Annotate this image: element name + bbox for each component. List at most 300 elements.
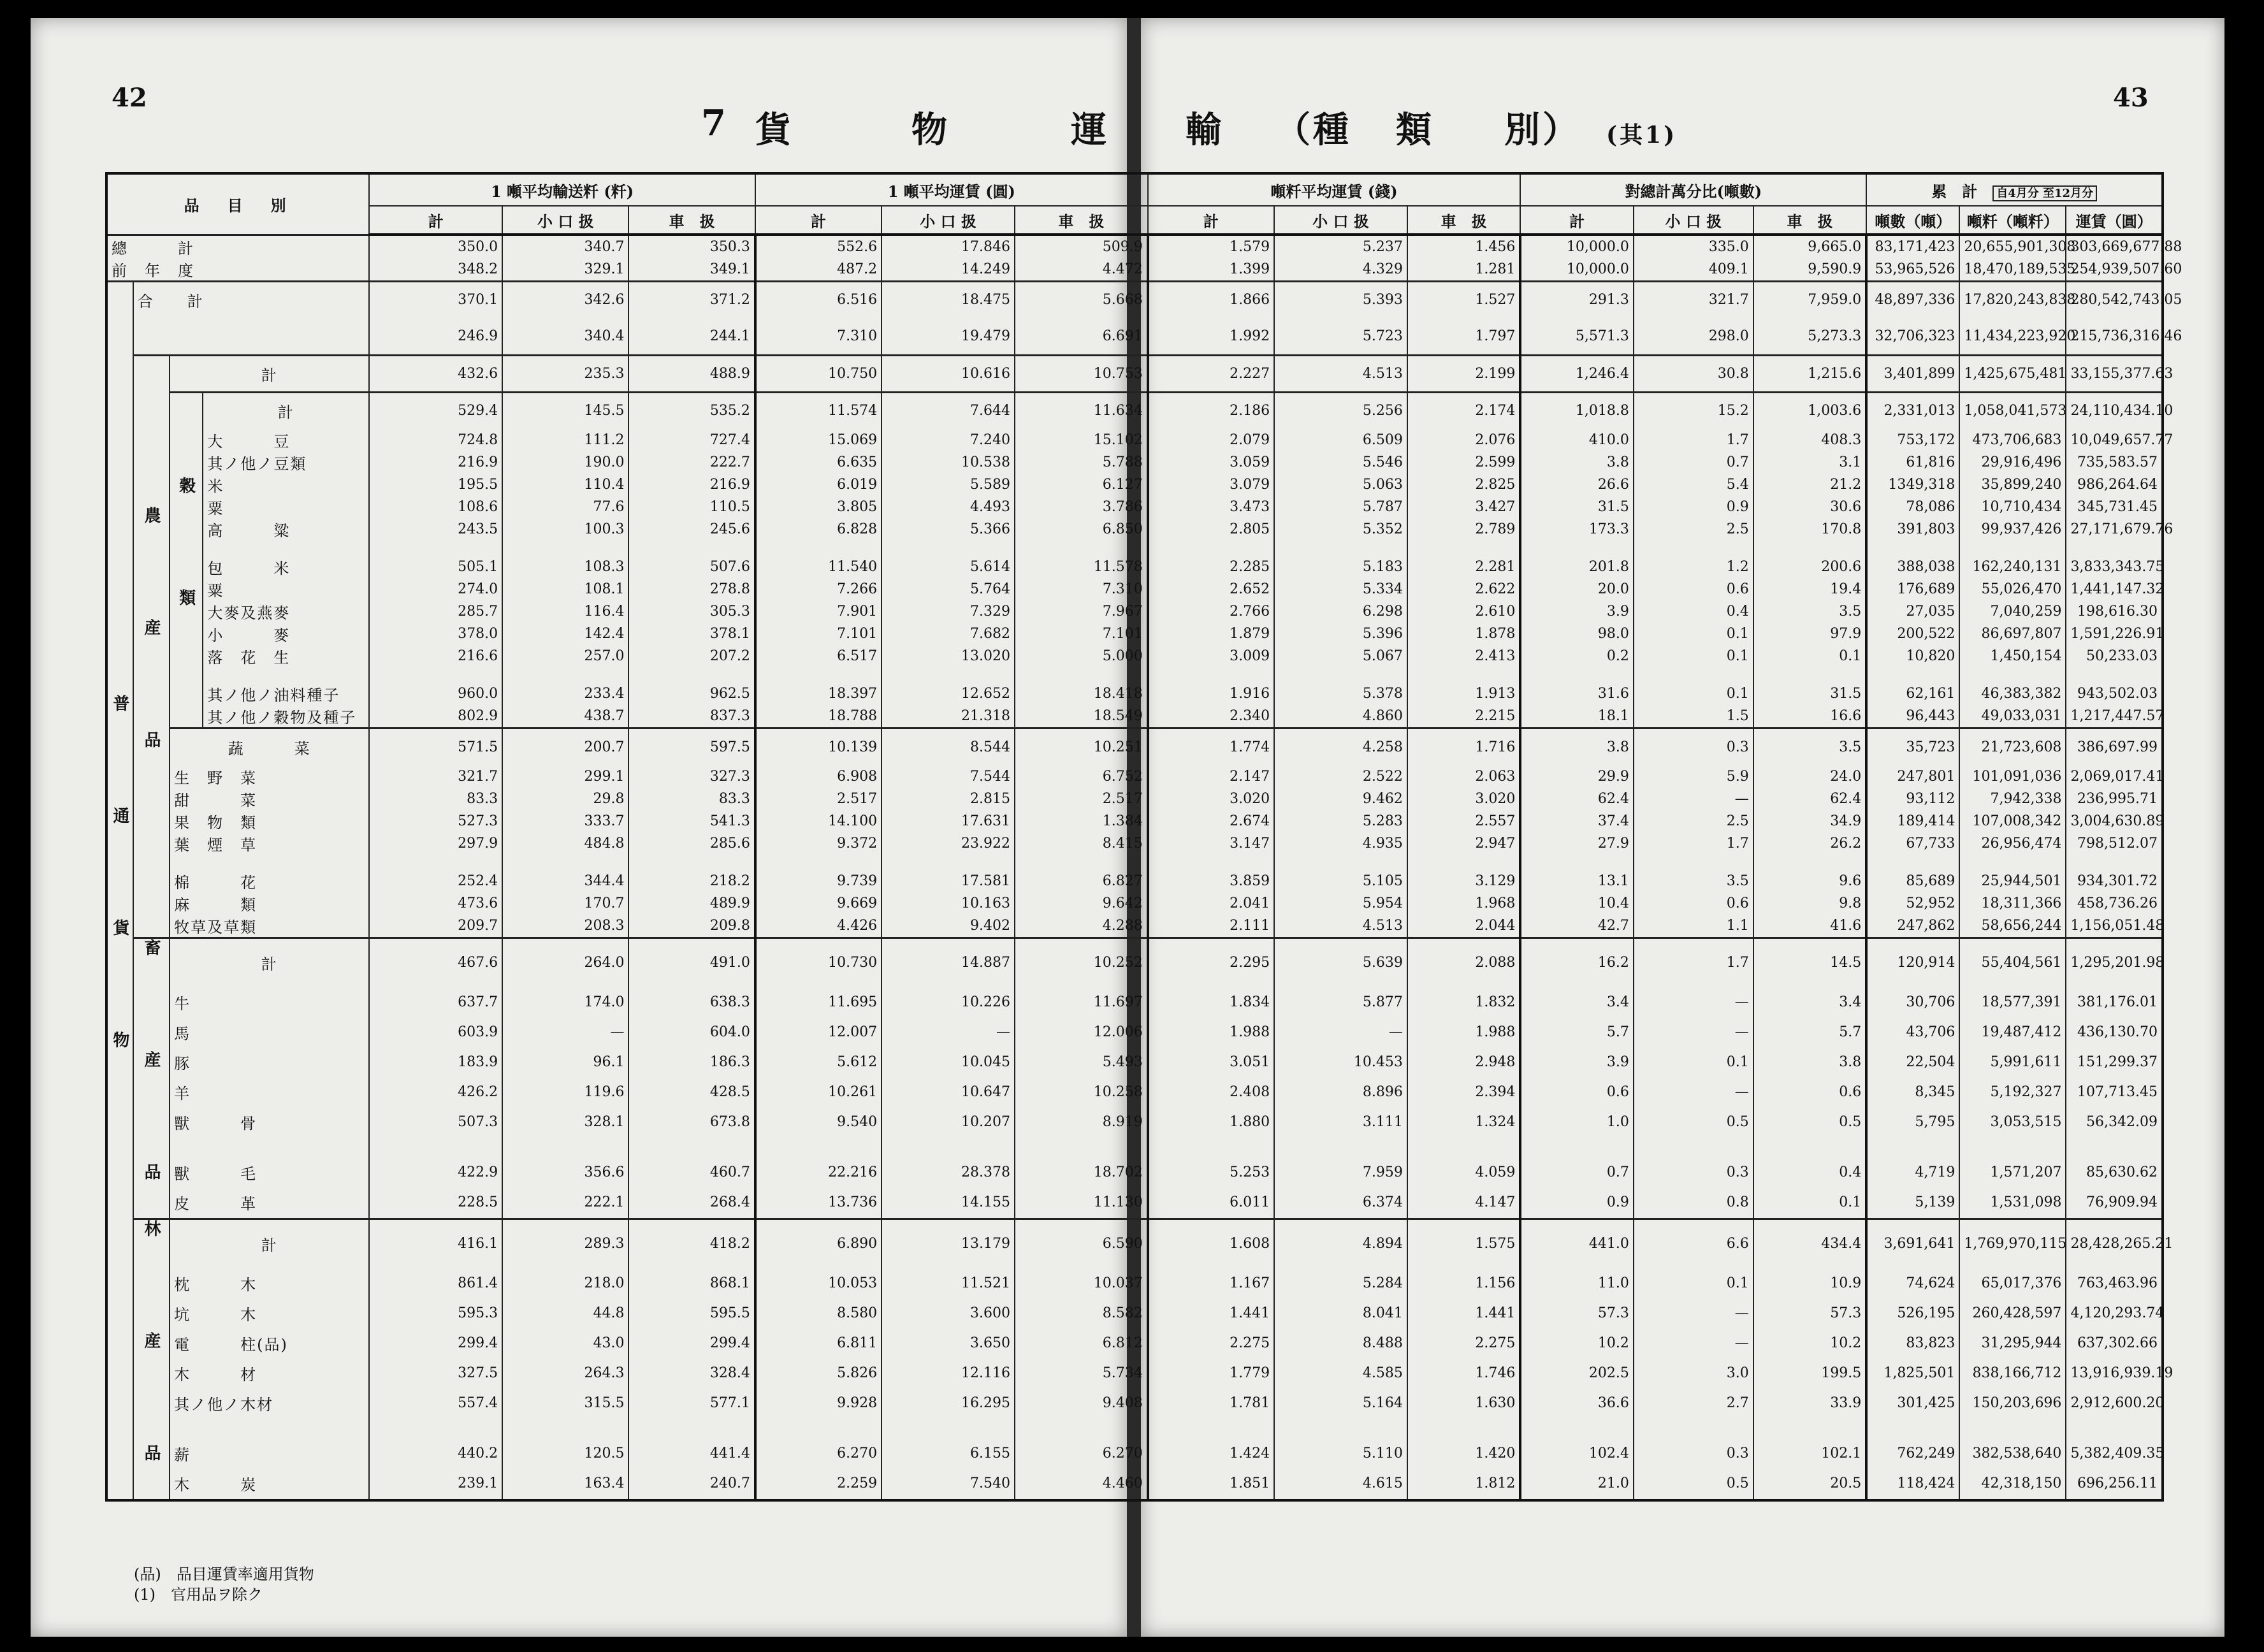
- cell-value: 1.812: [1407, 1468, 1521, 1500]
- cell-value: 1.797: [1407, 318, 1521, 355]
- cell-value: 9.408: [1015, 1388, 1148, 1418]
- cell-value: 110.4: [502, 474, 628, 496]
- cell-value: [1634, 667, 1753, 683]
- cell-value: 247,801: [1866, 765, 1959, 788]
- cell-value: 3.5: [1753, 600, 1866, 623]
- cell-value: 386,697.99: [2066, 728, 2163, 765]
- row-label: 合 計: [133, 281, 370, 318]
- cell-value: [1407, 855, 1521, 870]
- cell-value: 11.130: [1015, 1187, 1148, 1219]
- cell-value: 5.253: [1148, 1157, 1274, 1187]
- table-row: [106, 235, 2163, 258]
- cell-value: 1.834: [1148, 987, 1274, 1017]
- cell-value: 1.7: [1634, 429, 1753, 451]
- cell-value: 0.9: [1634, 496, 1753, 518]
- cell-value: [1407, 1137, 1521, 1157]
- cell-value: 120,914: [1866, 938, 1959, 987]
- cell-value: 50,233.03: [2066, 645, 2163, 667]
- cell-value: 7,040,259: [1959, 600, 2066, 623]
- cell-value: 552.6: [755, 235, 882, 258]
- row-label: 生 野 菜: [170, 765, 369, 788]
- row-label: 木 炭: [170, 1468, 369, 1500]
- title-char-5: （種: [1275, 109, 1351, 151]
- cell-value: 30.6: [1753, 496, 1866, 518]
- cell-value: 986,264.64: [2066, 474, 2163, 496]
- cell-value: 280,542,743.05: [2066, 281, 2163, 318]
- cell-value: 21,723,608: [1959, 728, 2066, 765]
- cell-value: 101,091,036: [1959, 765, 2066, 788]
- cell-value: 74,624: [1866, 1268, 1959, 1298]
- table-row: [106, 728, 2163, 765]
- cell-value: 24,110,434.10: [2066, 392, 2163, 429]
- row-label: 計: [170, 938, 369, 987]
- cell-value: 31.5: [1520, 496, 1633, 518]
- cell-value: 5.283: [1274, 810, 1407, 832]
- cell-value: 2.147: [1148, 765, 1274, 788]
- cell-value: 116.4: [502, 600, 628, 623]
- cell-value: 381,176.01: [2066, 987, 2163, 1017]
- cell-value: 9.8: [1753, 892, 1866, 915]
- cell-value: 235.3: [502, 355, 628, 392]
- cell-value: 3,004,630.89: [2066, 810, 2163, 832]
- cell-value: [369, 667, 502, 683]
- cell-value: 1.866: [1148, 281, 1274, 318]
- cell-value: 0.1: [1634, 1047, 1753, 1077]
- cell-value: 8,345: [1866, 1077, 1959, 1107]
- cell-value: 189,414: [1866, 810, 1959, 832]
- cell-value: 5,273.3: [1753, 318, 1866, 355]
- cell-value: 1.992: [1148, 318, 1274, 355]
- cell-value: 370.1: [369, 281, 502, 318]
- cell-value: 3.9: [1520, 1047, 1633, 1077]
- cell-value: 5,139: [1866, 1187, 1959, 1219]
- cell-value: 438.7: [502, 705, 628, 728]
- cell-value: 378.1: [628, 623, 755, 645]
- cell-value: 31.6: [1520, 683, 1633, 705]
- cell-value: 27,171,679.76: [2066, 518, 2163, 540]
- cell-value: 604.0: [628, 1017, 755, 1047]
- cell-value: 4.513: [1274, 915, 1407, 938]
- cell-value: 28.378: [882, 1157, 1015, 1187]
- cell-value: 20.0: [1520, 578, 1633, 600]
- cell-value: [1274, 1137, 1407, 1157]
- cell-value: 371.2: [628, 281, 755, 318]
- cell-value: 441.0: [1520, 1219, 1633, 1268]
- row-label: [170, 1418, 369, 1438]
- cell-value: 8.415: [1015, 832, 1148, 855]
- cell-value: 484.8: [502, 832, 628, 855]
- cell-value: [369, 1137, 502, 1157]
- cell-value: 10,049,657.77: [2066, 429, 2163, 451]
- cell-value: 1,018.8: [1520, 392, 1633, 429]
- cell-value: [1407, 540, 1521, 556]
- row-label: [133, 318, 370, 355]
- cell-value: 55,026,470: [1959, 578, 2066, 600]
- row-label: 其ノ他ノ油料種子: [203, 683, 369, 705]
- cell-value: 2.174: [1407, 392, 1521, 429]
- cell-value: 1.424: [1148, 1438, 1274, 1468]
- cell-value: 473,706,683: [1959, 429, 2066, 451]
- cell-value: 8.041: [1274, 1298, 1407, 1328]
- table-row: [106, 1077, 2163, 1107]
- cell-value: 216.9: [628, 474, 755, 496]
- cell-value: 7.901: [755, 600, 882, 623]
- cell-value: [882, 855, 1015, 870]
- cell-value: 5,192,327: [1959, 1077, 2066, 1107]
- cell-value: 3.020: [1148, 788, 1274, 810]
- cell-value: 6.298: [1274, 600, 1407, 623]
- cell-value: 36.6: [1520, 1388, 1633, 1418]
- cell-value: 0.6: [1520, 1077, 1633, 1107]
- table-row: [106, 1388, 2163, 1418]
- cell-value: 2.622: [1407, 578, 1521, 600]
- cell-value: 107,713.45: [2066, 1077, 2163, 1107]
- blank-row: [106, 540, 2163, 556]
- freight-table: [105, 172, 2182, 1502]
- cell-value: 209.7: [369, 915, 502, 938]
- cell-value: 467.6: [369, 938, 502, 987]
- cell-value: 10.037: [1015, 1268, 1148, 1298]
- cell-value: [1274, 540, 1407, 556]
- cell-value: 727.4: [628, 429, 755, 451]
- cell-value: 1.630: [1407, 1388, 1521, 1418]
- cell-value: 3.859: [1148, 870, 1274, 892]
- cell-value: 724.8: [369, 429, 502, 451]
- cell-value: 18.418: [1015, 683, 1148, 705]
- cell-value: —: [1634, 1077, 1753, 1107]
- cell-value: 5.334: [1274, 578, 1407, 600]
- cell-value: 222.1: [502, 1187, 628, 1219]
- cell-value: 6.011: [1148, 1187, 1274, 1219]
- table-row: [106, 281, 2163, 318]
- table-row: [106, 765, 2163, 788]
- cell-value: 10.730: [755, 938, 882, 987]
- cell-value: 5.877: [1274, 987, 1407, 1017]
- cell-value: 696,256.11: [2066, 1468, 2163, 1500]
- cell-value: 6.890: [755, 1219, 882, 1268]
- cell-value: [2066, 667, 2163, 683]
- cell-value: 1.5: [1634, 705, 1753, 728]
- cell-value: 5.063: [1274, 474, 1407, 496]
- cell-value: 6.270: [755, 1438, 882, 1468]
- cell-value: 321.7: [1634, 281, 1753, 318]
- cell-value: 8.919: [1015, 1107, 1148, 1137]
- cell-value: 342.6: [502, 281, 628, 318]
- cell-value: 329.1: [502, 258, 628, 282]
- category-livestock: 畜 産 品: [133, 938, 170, 1219]
- cell-value: 1,058,041,573: [1959, 392, 2066, 429]
- cell-value: 1.880: [1148, 1107, 1274, 1137]
- cell-value: 118,424: [1866, 1468, 1959, 1500]
- cell-value: 150,203,696: [1959, 1388, 2066, 1418]
- cell-value: 505.1: [369, 556, 502, 578]
- cell-value: 5.7: [1520, 1017, 1633, 1047]
- cell-value: 12.652: [882, 683, 1015, 705]
- cell-value: 19.479: [882, 318, 1015, 355]
- cell-value: 110.5: [628, 496, 755, 518]
- cell-value: [755, 855, 882, 870]
- cell-value: 9.928: [755, 1388, 882, 1418]
- cell-value: 10.163: [882, 892, 1015, 915]
- cell-value: 763,463.96: [2066, 1268, 2163, 1298]
- cell-value: [882, 540, 1015, 556]
- cell-value: 11.697: [1015, 987, 1148, 1017]
- cell-value: 1.608: [1148, 1219, 1274, 1268]
- cell-value: 218.2: [628, 870, 755, 892]
- cell-value: 2,331,013: [1866, 392, 1959, 429]
- cell-value: [1753, 1137, 1866, 1157]
- cell-value: 12.006: [1015, 1017, 1148, 1047]
- cell-value: 1.420: [1407, 1438, 1521, 1468]
- cell-value: 34.9: [1753, 810, 1866, 832]
- cell-value: [755, 540, 882, 556]
- cell-value: 102.1: [1753, 1438, 1866, 1468]
- cell-value: 107,008,342: [1959, 810, 2066, 832]
- cell-value: 49,033,031: [1959, 705, 2066, 728]
- cell-value: 350.0: [369, 235, 502, 258]
- cell-value: 57.3: [1520, 1298, 1633, 1328]
- cell-value: 3.147: [1148, 832, 1274, 855]
- cell-value: 491.0: [628, 938, 755, 987]
- cell-value: 418.2: [628, 1219, 755, 1268]
- cell-value: 108.3: [502, 556, 628, 578]
- cell-value: 11,434,223,920: [1959, 318, 2066, 355]
- cell-value: 7,959.0: [1753, 281, 1866, 318]
- table-row: [106, 1219, 2163, 1268]
- table-row: [106, 556, 2163, 578]
- cell-value: 55,404,561: [1959, 938, 2066, 987]
- row-label: 其ノ他ノ豆類: [203, 451, 369, 474]
- blank-row: [106, 667, 2163, 683]
- cell-value: [1520, 1137, 1633, 1157]
- cell-value: 507.6: [628, 556, 755, 578]
- table-row: [106, 1107, 2163, 1137]
- cell-value: 5.734: [1015, 1358, 1148, 1388]
- cell-value: 5,795: [1866, 1107, 1959, 1137]
- table-row: [106, 1438, 2163, 1468]
- cell-value: [1634, 855, 1753, 870]
- cell-value: 0.2: [1520, 645, 1633, 667]
- cell-value: 356.6: [502, 1157, 628, 1187]
- cell-value: [1015, 540, 1148, 556]
- row-label: 木 材: [170, 1358, 369, 1388]
- cell-value: 200,522: [1866, 623, 1959, 645]
- cell-value: 327.3: [628, 765, 755, 788]
- cell-value: 529.4: [369, 392, 502, 429]
- cell-value: 37.4: [1520, 810, 1633, 832]
- cell-value: 170.8: [1753, 518, 1866, 540]
- cell-value: 252.4: [369, 870, 502, 892]
- cell-value: [1407, 667, 1521, 683]
- cell-value: 5.493: [1015, 1047, 1148, 1077]
- cell-value: 535.2: [628, 392, 755, 429]
- cell-value: 43.0: [502, 1328, 628, 1358]
- cell-value: 14.5: [1753, 938, 1866, 987]
- header-cumulative: [1866, 173, 2163, 206]
- cell-value: [1634, 540, 1753, 556]
- cell-value: 32,706,323: [1866, 318, 1959, 355]
- cell-value: [369, 1418, 502, 1438]
- cell-value: 170.7: [502, 892, 628, 915]
- cell-value: 378.0: [369, 623, 502, 645]
- cell-value: 434.4: [1753, 1219, 1866, 1268]
- cell-value: 285.7: [369, 600, 502, 623]
- cell-value: 14.249: [882, 258, 1015, 282]
- cell-value: [1148, 855, 1274, 870]
- cell-value: 305.3: [628, 600, 755, 623]
- cell-value: 243.5: [369, 518, 502, 540]
- cell-value: 1.324: [1407, 1107, 1521, 1137]
- cell-value: [369, 855, 502, 870]
- cell-value: 2.079: [1148, 429, 1274, 451]
- cell-value: 315.5: [502, 1388, 628, 1418]
- cell-value: 76,909.94: [2066, 1187, 2163, 1219]
- page-number-left: 42: [112, 83, 147, 113]
- cell-value: 9.739: [755, 870, 882, 892]
- cell-value: 18.1: [1520, 705, 1633, 728]
- row-label: 前 年 度: [106, 258, 369, 282]
- cell-value: 6.827: [1015, 870, 1148, 892]
- cell-value: 1.746: [1407, 1358, 1521, 1388]
- cell-value: [1015, 1418, 1148, 1438]
- cell-value: 934,301.72: [2066, 870, 2163, 892]
- cell-value: 487.2: [755, 258, 882, 282]
- cell-value: 5.7: [1753, 1017, 1866, 1047]
- cell-value: 4,120,293.74: [2066, 1298, 2163, 1328]
- category-forest: 林 産 品: [133, 1219, 170, 1500]
- cell-value: 637.7: [369, 987, 502, 1017]
- sub-small-lot: 小 口 扱: [502, 206, 628, 235]
- cell-value: 9.540: [755, 1107, 882, 1137]
- cell-value: 98.0: [1520, 623, 1633, 645]
- cell-value: 17.846: [882, 235, 1015, 258]
- cell-value: 340.7: [502, 235, 628, 258]
- cell-value: 436,130.70: [2066, 1017, 2163, 1047]
- cell-value: 7.540: [882, 1468, 1015, 1500]
- cell-value: 67,733: [1866, 832, 1959, 855]
- cell-value: 5.183: [1274, 556, 1407, 578]
- cell-value: 6.691: [1015, 318, 1148, 355]
- cell-value: 1,825,501: [1866, 1358, 1959, 1388]
- cell-value: 5.256: [1274, 392, 1407, 429]
- table-row: [106, 496, 2163, 518]
- sub-small-lot: 小 口 扱: [1634, 206, 1753, 235]
- cell-value: 257.0: [502, 645, 628, 667]
- cell-value: 200.7: [502, 728, 628, 765]
- row-label: 皮 革: [170, 1187, 369, 1219]
- cell-value: 190.0: [502, 451, 628, 474]
- cell-value: 2.5: [1634, 518, 1753, 540]
- cell-value: 1.988: [1407, 1017, 1521, 1047]
- cell-value: 473.6: [369, 892, 502, 915]
- cell-value: 1,215.6: [1753, 355, 1866, 392]
- cell-value: 26,956,474: [1959, 832, 2066, 855]
- cell-value: 4.426: [755, 915, 882, 938]
- title-char-2: 物: [911, 109, 950, 151]
- cell-value: 2.610: [1407, 600, 1521, 623]
- cell-value: [1959, 1137, 2066, 1157]
- cell-value: 215,736,316.46: [2066, 318, 2163, 355]
- table-row: [106, 600, 2163, 623]
- cell-value: 7.310: [1015, 578, 1148, 600]
- sub-carload: 車 扱: [628, 206, 755, 235]
- cell-value: 12.007: [755, 1017, 882, 1047]
- cell-value: 1.441: [1407, 1298, 1521, 1328]
- cell-value: [755, 1137, 882, 1157]
- row-label: 蔬 菜: [170, 728, 369, 765]
- cell-value: 1,531,098: [1959, 1187, 2066, 1219]
- cell-value: 1,295,201.98: [2066, 938, 2163, 987]
- cell-value: 27.9: [1520, 832, 1633, 855]
- cell-value: 489.9: [628, 892, 755, 915]
- cell-value: 6.812: [1015, 1328, 1148, 1358]
- cell-value: [2066, 540, 2163, 556]
- cell-value: 2.281: [1407, 556, 1521, 578]
- cell-value: 6.509: [1274, 429, 1407, 451]
- cell-value: 6.517: [755, 645, 882, 667]
- cell-value: 1,571,207: [1959, 1157, 2066, 1187]
- row-label: 計: [203, 392, 369, 429]
- cell-value: [628, 855, 755, 870]
- cell-value: 6.516: [755, 281, 882, 318]
- cell-value: 240.7: [628, 1468, 755, 1500]
- cell-value: 22,504: [1866, 1047, 1959, 1077]
- cell-value: 4.894: [1274, 1219, 1407, 1268]
- cell-value: [1407, 1418, 1521, 1438]
- cell-value: 5.614: [882, 556, 1015, 578]
- cell-value: 1,450,154: [1959, 645, 2066, 667]
- cell-value: 23.922: [882, 832, 1015, 855]
- cell-value: 2.766: [1148, 600, 1274, 623]
- cell-value: 201.8: [1520, 556, 1633, 578]
- cell-value: 7.959: [1274, 1157, 1407, 1187]
- cell-value: 577.1: [628, 1388, 755, 1418]
- cell-value: 85,689: [1866, 870, 1959, 892]
- cell-value: 13,916,939.19: [2066, 1358, 2163, 1388]
- cell-value: 5.9: [1634, 765, 1753, 788]
- cell-value: 176,689: [1866, 578, 1959, 600]
- sub-small-lot: 小 口 扱: [882, 206, 1015, 235]
- cell-value: 3.4: [1753, 987, 1866, 1017]
- cell-value: 3.473: [1148, 496, 1274, 518]
- cell-value: 208.3: [502, 915, 628, 938]
- cell-value: 52,952: [1866, 892, 1959, 915]
- row-label: 粟: [203, 496, 369, 518]
- cell-value: 10.2: [1520, 1328, 1633, 1358]
- cell-value: 1,003.6: [1753, 392, 1866, 429]
- category-general: 普 通 貨 物: [106, 281, 133, 1500]
- cell-value: 11.634: [1015, 392, 1148, 429]
- cell-value: 5.788: [1015, 451, 1148, 474]
- sub-total: 計: [1520, 206, 1633, 235]
- cell-value: 16.295: [882, 1388, 1015, 1418]
- cell-value: 0.6: [1634, 892, 1753, 915]
- row-label: 甜 菜: [170, 788, 369, 810]
- cell-value: 13.736: [755, 1187, 882, 1219]
- cell-value: 426.2: [369, 1077, 502, 1107]
- cell-value: 83.3: [369, 788, 502, 810]
- cell-value: 4.288: [1015, 915, 1148, 938]
- cell-value: 7.240: [882, 429, 1015, 451]
- cell-value: 4.513: [1274, 355, 1407, 392]
- cell-value: 9,590.9: [1753, 258, 1866, 282]
- cell-value: 2.789: [1407, 518, 1521, 540]
- cell-value: 4.615: [1274, 1468, 1407, 1500]
- cell-value: 3,691,641: [1866, 1219, 1959, 1268]
- cell-value: 6.155: [882, 1438, 1015, 1468]
- cell-value: 183.9: [369, 1047, 502, 1077]
- cell-value: 11.521: [882, 1268, 1015, 1298]
